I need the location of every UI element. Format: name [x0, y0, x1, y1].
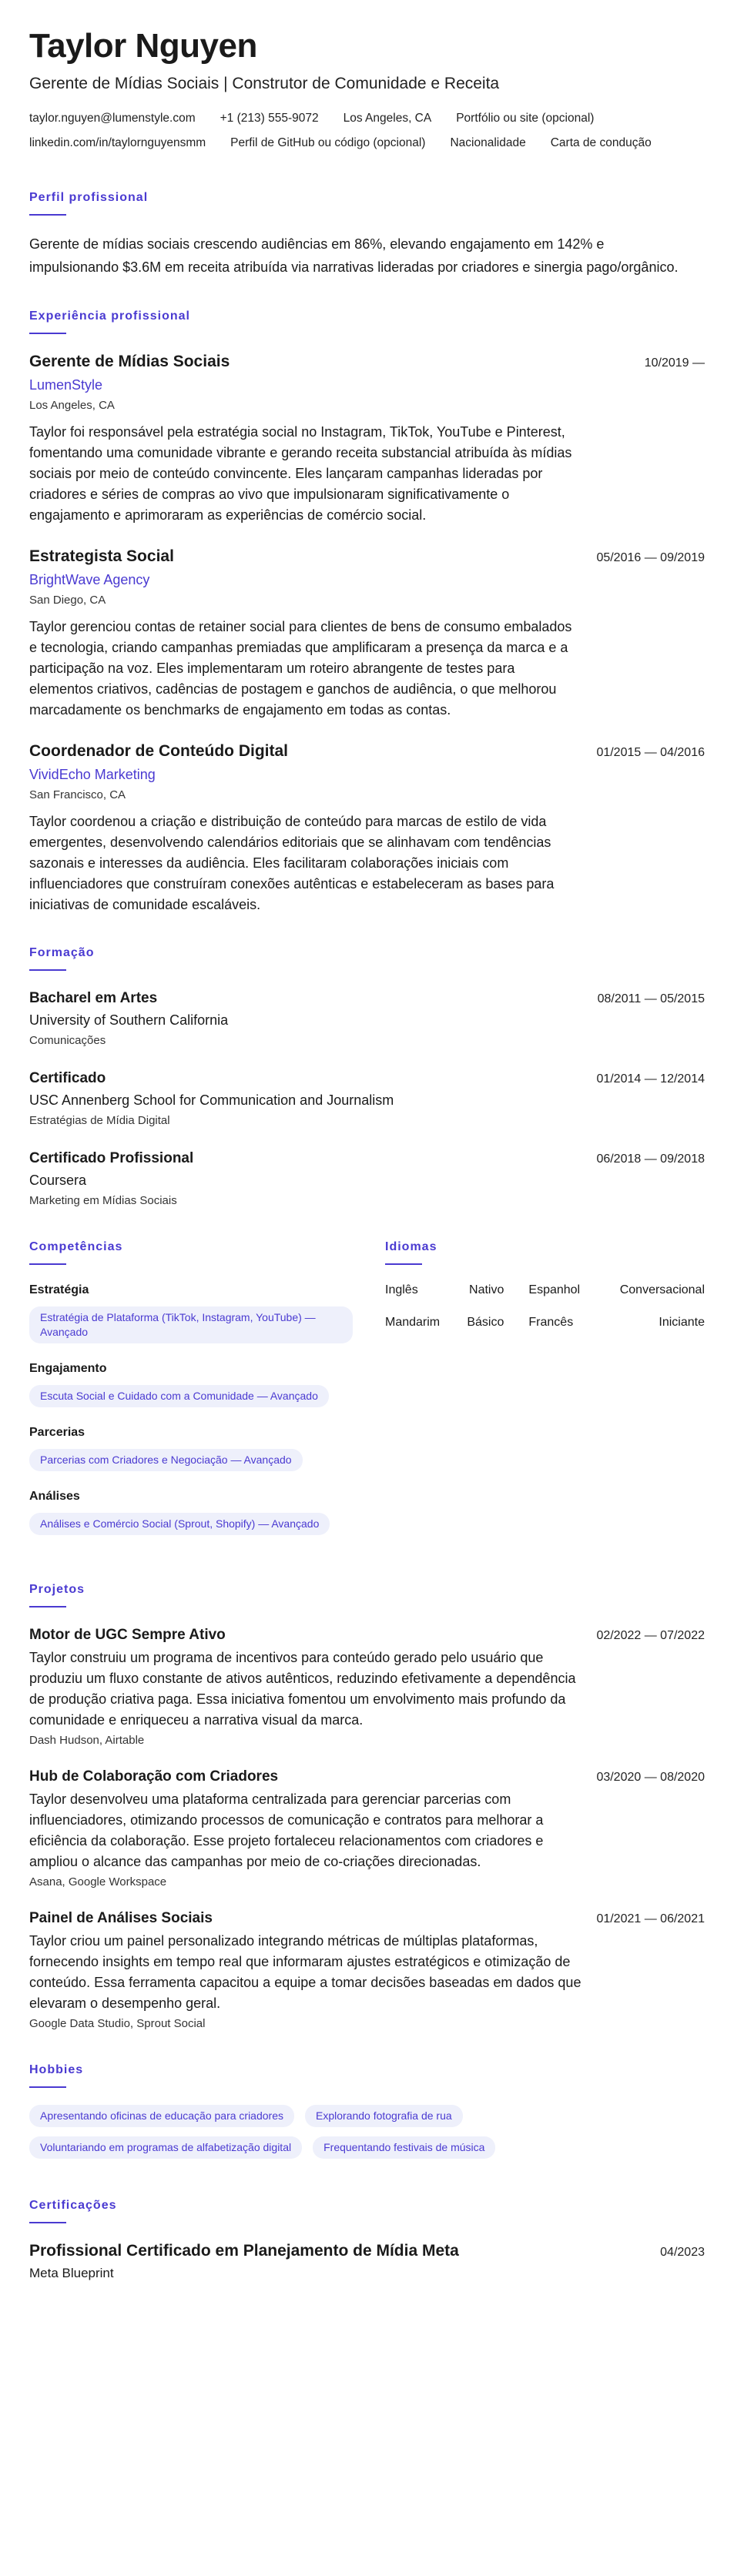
language-level: Iniciante: [659, 1316, 705, 1329]
section-divider: [29, 969, 66, 971]
section-title: Projetos: [29, 1583, 85, 1596]
language-name: Francês: [528, 1316, 574, 1329]
skill-chip: Estratégia de Plataforma (TikTok, Instagram, YouTube) — Avançado: [29, 1306, 353, 1343]
education-degree: Certificado Profissional: [29, 1150, 194, 1166]
education-entry: [29, 988, 705, 1049]
job-location: San Francisco, CA: [29, 788, 126, 801]
section-divider: [29, 333, 66, 334]
section-divider: [29, 2086, 66, 2088]
resume-header: [29, 26, 705, 160]
project-tools: Asana, Google Workspace: [29, 1875, 167, 1889]
language-level: Conversacional: [619, 1283, 705, 1296]
hobby-chip: Explorando fotografia de rua: [305, 2105, 463, 2127]
section-title: Certificações: [29, 2199, 117, 2212]
job-company: BrightWave Agency: [29, 572, 150, 587]
section-divider: [29, 1263, 66, 1265]
summary-section: [29, 191, 705, 279]
skill-group: [29, 1360, 354, 1407]
skill-group: [29, 1424, 354, 1471]
skill-group: [29, 1488, 354, 1535]
hobby-chip: Apresentando oficinas de educação para criadores: [29, 2105, 294, 2127]
candidate-name: Taylor Nguyen: [29, 27, 257, 65]
section-divider: [29, 214, 66, 216]
education-dates: 06/2018 — 09/2018: [596, 1153, 705, 1166]
certification-title: Profissional Certificado em Planejamento de Mídia Meta: [29, 2242, 459, 2260]
section-divider: [29, 1606, 66, 1607]
project-entry: [29, 1766, 705, 1891]
job-location: Los Angeles, CA: [29, 399, 115, 412]
certification-entry: [29, 2240, 705, 2283]
project-entry: [29, 1908, 705, 2032]
certification-date: 04/2023: [660, 2246, 705, 2259]
skill-group-name: Engajamento: [29, 1362, 107, 1375]
project-title: Hub de Colaboração com Criadores: [29, 1768, 279, 1785]
job-company: LumenStyle: [29, 377, 103, 393]
language-level: Nativo: [469, 1283, 504, 1296]
job-entry: [29, 741, 705, 915]
section-title: Idiomas: [385, 1240, 437, 1253]
job-company: VividEcho Marketing: [29, 767, 156, 782]
section-title: Hobbies: [29, 2063, 84, 2076]
contact-phone[interactable]: +1 (213) 555-9072: [220, 112, 319, 125]
skill-group: [29, 1282, 354, 1343]
contact-nationality: Nacionalidade: [450, 136, 526, 149]
project-dates: 03/2020 — 08/2020: [596, 1771, 705, 1784]
experience-section: [29, 309, 705, 915]
education-entry: [29, 1068, 705, 1129]
language-row: [385, 1314, 705, 1347]
job-title: Gerente de Mídias Sociais: [29, 353, 230, 370]
education-section: [29, 946, 705, 1209]
project-description: Taylor desenvolveu uma plataforma centralizada para gerenciar parcerias com influenciadores, otimizando processos de comunicação e contratos para melhorar a eficiência da colaboração. Esse projeto fortaleceu relacionamentos com criadores e ampliou o alcance das campanhas por meio de co-criações direcionadas.: [29, 1791, 544, 1869]
education-field: Estratégias de Mídia Digital: [29, 1114, 170, 1127]
skills-languages-row: [29, 1240, 705, 1552]
candidate-headline: Gerente de Mídias Sociais | Construtor de Comunidade e Receita: [29, 75, 500, 92]
education-school: USC Annenberg School for Communication and Journalism: [29, 1092, 394, 1108]
section-title: Experiência profissional: [29, 309, 190, 323]
skill-chip: Escuta Social e Cuidado com a Comunidade — Avançado: [29, 1385, 329, 1407]
education-degree: Bacharel em Artes: [29, 990, 158, 1006]
skill-group-name: Estratégia: [29, 1283, 89, 1296]
contact-location: Los Angeles, CA: [343, 112, 432, 125]
certifications-section: [29, 2199, 705, 2283]
certification-issuer: Meta Blueprint: [29, 2266, 114, 2280]
project-dates: 01/2021 — 06/2021: [596, 1912, 705, 1925]
job-description: Taylor gerenciou contas de retainer social para clientes de bens de consumo embalados e tecnologia, criando campanhas premiadas que amplificaram a presença da marca e a participação na voz. Eles implementaram um roteiro abrangente de testes para elementos criativos, cadências de postagem e ganchos de audiência, o que melhorou marcadamente os benchmarks de engajamento em todas as contas.: [29, 619, 572, 718]
hobby-list: [29, 2105, 568, 2168]
education-field: Marketing em Mídias Sociais: [29, 1194, 177, 1207]
education-field: Comunicações: [29, 1034, 106, 1047]
language-name: Inglês: [385, 1283, 418, 1296]
contact-linkedin[interactable]: linkedin.com/in/taylornguyensmm: [29, 136, 206, 149]
education-dates: 01/2014 — 12/2014: [596, 1072, 705, 1086]
project-tools: Google Data Studio, Sprout Social: [29, 2017, 206, 2030]
contact-github[interactable]: Perfil de GitHub ou código (opcional): [230, 136, 426, 149]
project-description: Taylor construiu um programa de incentivos para conteúdo gerado pelo usuário que produziu um fluxo constante de ativos autênticos, reduzindo efetivamente a dependência de produção criativa paga. Essa iniciativa fomentou um envolvimento mais profundo da comunidade e enriqueceu a narrativa visual da marca.: [29, 1650, 576, 1728]
contact-list: [29, 111, 705, 160]
section-title: Formação: [29, 946, 95, 959]
education-entry: [29, 1148, 705, 1209]
hobby-chip: Frequentando festivais de música: [313, 2136, 495, 2159]
skills-section: [29, 1240, 385, 1552]
projects-section: [29, 1583, 705, 2032]
project-description: Taylor criou um painel personalizado integrando métricas de múltiplas plataformas, fornecendo insights em tempo real que informaram ajustes estratégicos e otimização de conteúdo. Essa ferramenta capacitou a equipe a tomar decisões baseadas em dados que elevaram o desempenho geral.: [29, 1933, 582, 2011]
contact-email[interactable]: taylor.nguyen@lumenstyle.com: [29, 112, 196, 125]
section-divider: [385, 1263, 422, 1265]
languages-section: [385, 1240, 705, 1552]
project-entry: [29, 1624, 705, 1749]
skill-group-name: Análises: [29, 1490, 80, 1503]
project-title: Painel de Análises Sociais: [29, 1910, 213, 1926]
job-dates: 10/2019 —: [644, 356, 705, 370]
contact-portfolio[interactable]: Portfólio ou site (opcional): [456, 112, 595, 125]
hobby-chip: Voluntariando em programas de alfabetização digital: [29, 2136, 302, 2159]
language-row: [385, 1282, 705, 1314]
education-school: Coursera: [29, 1173, 87, 1188]
skill-chip: Parcerias com Criadores e Negociação — Avançado: [29, 1449, 303, 1471]
job-title: Coordenador de Conteúdo Digital: [29, 742, 288, 760]
summary-text: Gerente de mídias sociais crescendo audiências em 86%, elevando engajamento em 142% e impulsionando $3.6M em receita atribuída via narrativas lideradas por criadores e sinergia pago/orgânico.: [29, 236, 679, 275]
language-name: Mandarim: [385, 1316, 441, 1329]
job-entry: [29, 351, 705, 526]
education-dates: 08/2011 — 05/2015: [597, 992, 705, 1005]
job-dates: 01/2015 — 04/2016: [596, 746, 705, 759]
job-location: San Diego, CA: [29, 594, 106, 607]
job-description: Taylor foi responsável pela estratégia social no Instagram, TikTok, YouTube e Pinterest, fomentando uma comunidade vibrante e gerando receita substancial atribuída às mídias sociais por meio de conteúdo convincente. Eles lançaram campanhas lideradas por criadores e séries de compras ao vivo que impulsionaram significativamente o engajamento e aprimoraram as experiências de comércio social.: [29, 424, 572, 523]
job-title: Estrategista Social: [29, 547, 174, 565]
section-title: Perfil profissional: [29, 191, 149, 204]
project-title: Motor de UGC Sempre Ativo: [29, 1627, 226, 1643]
job-dates: 05/2016 — 09/2019: [596, 551, 705, 564]
job-description: Taylor coordenou a criação e distribuição de conteúdo para marcas de estilo de vida emergentes, desenvolvendo calendários editoriais que se alinhavam com tendências sazonais e interesses da audiência. Eles facilitaram colaborações iniciais com influenciadores que construíram conexões autênticas e estabeleceram as bases para iniciativas de comunidade escaláveis.: [29, 814, 555, 912]
hobbies-section: [29, 2063, 705, 2168]
languages-table: [385, 1282, 705, 1347]
language-name: Espanhol: [528, 1283, 581, 1296]
section-divider: [29, 2222, 66, 2223]
education-degree: Certificado: [29, 1070, 106, 1086]
project-tools: Dash Hudson, Airtable: [29, 1734, 145, 1747]
project-dates: 02/2022 — 07/2022: [596, 1629, 705, 1642]
education-school: University of Southern California: [29, 1012, 229, 1028]
skill-chip: Análises e Comércio Social (Sprout, Shopify) — Avançado: [29, 1513, 330, 1535]
job-entry: [29, 546, 705, 721]
skill-group-name: Parcerias: [29, 1426, 85, 1439]
section-title: Competências: [29, 1240, 123, 1253]
language-level: Básico: [467, 1316, 504, 1329]
contact-driving-license: Carta de condução: [550, 136, 652, 149]
